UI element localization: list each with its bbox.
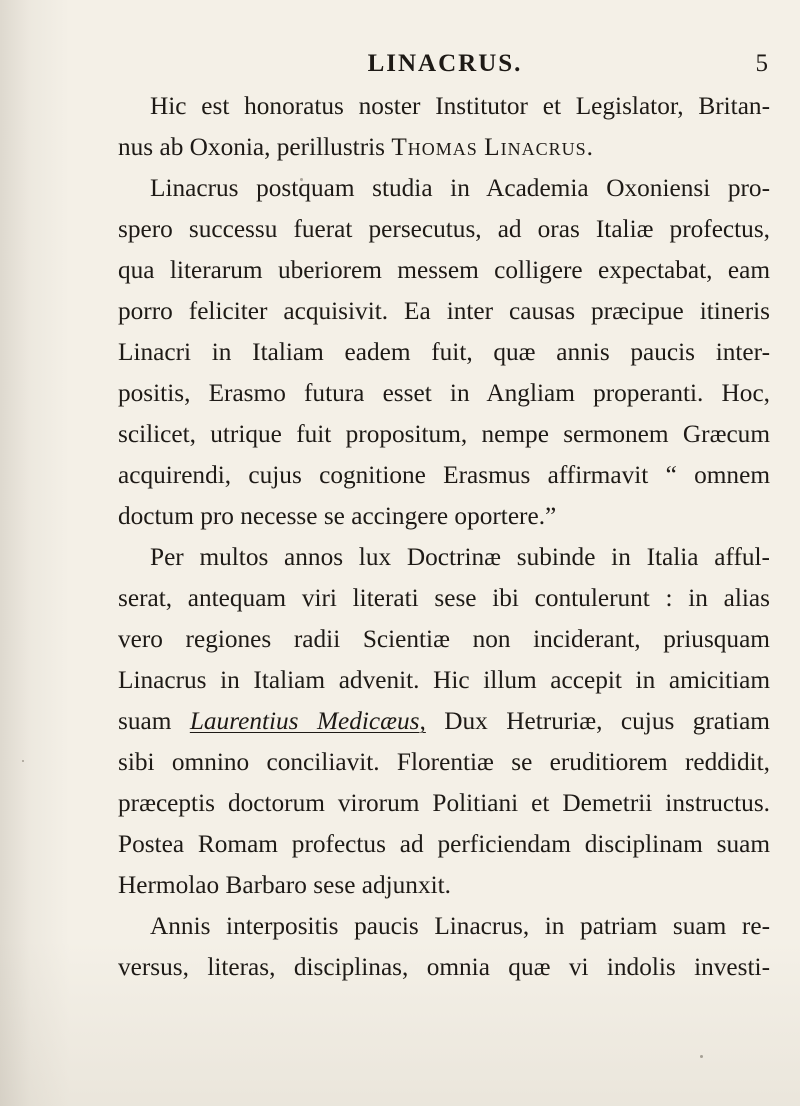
text-line: Hermolao Barbaro sese adjunxit. bbox=[118, 871, 451, 899]
paper-speck bbox=[22, 760, 24, 762]
text-line: Linacri in Italiam eadem fuit, quæ annis paucis inter- bbox=[118, 338, 770, 366]
page-number: 5 bbox=[755, 50, 768, 77]
text-line: Linacrus postquam studia in Academia Oxoniensi pro- bbox=[150, 174, 770, 202]
text-line: doctum pro necesse se accingere oportere.” bbox=[118, 502, 557, 530]
running-head bbox=[120, 50, 770, 84]
author-name-last: Linacrus bbox=[484, 133, 587, 161]
text-line: vero regiones radii Scientiæ non inciderant, priusquam bbox=[118, 625, 770, 653]
text-line: Annis interpositis paucis Linacrus, in patriam suam re- bbox=[150, 912, 770, 940]
text-line: Hic est honoratus noster Institutor et Legislator, Britan- bbox=[150, 92, 770, 120]
running-title: LINACRUS. bbox=[367, 50, 523, 77]
text-line: Per multos annos lux Doctrinæ subinde in Italia afful- bbox=[150, 543, 770, 571]
text-line: nus ab Oxonia, perillustris Thomas Linacrus. bbox=[118, 133, 593, 161]
text-line: acquirendi, cujus cognitione Erasmus affirmavit “ omnem bbox=[118, 461, 770, 489]
text-line: Linacrus in Italiam advenit. Hic illum accepit in amicitiam bbox=[118, 666, 770, 694]
text-line: qua literarum uberiorem messem colligere expectabat, eam bbox=[118, 256, 770, 284]
text-line: præceptis doctorum virorum Politiani et Demetrii instructus. bbox=[118, 789, 770, 817]
body-text bbox=[118, 86, 770, 988]
text-line: Postea Romam profectus ad perficiendam disciplinam suam bbox=[118, 830, 770, 858]
author-name-first: Thomas bbox=[391, 133, 478, 161]
text-line: scilicet, utrique fuit propositum, nempe sermonem Græcum bbox=[118, 420, 770, 448]
italic-name: Laurentius Medicæus, bbox=[189, 707, 426, 735]
text-line: spero successu fuerat persecutus, ad oras Italiæ profectus, bbox=[118, 215, 770, 243]
text-line: positis, Erasmo futura esset in Angliam properanti. Hoc, bbox=[118, 379, 770, 407]
text-line: suam Laurentius Medicæus, Dux Hetruriæ, cujus gratiam bbox=[118, 707, 770, 735]
paper-speck bbox=[700, 1055, 703, 1058]
text-line: sibi omnino conciliavit. Florentiæ se eruditiorem reddidit, bbox=[118, 748, 770, 776]
text-line: porro feliciter acquisivit. Ea inter causas præcipue itineris bbox=[118, 297, 770, 325]
text-line: versus, literas, disciplinas, omnia quæ vi indolis investi- bbox=[118, 953, 770, 981]
text-line: serat, antequam viri literati sese ibi contulerunt : in alias bbox=[118, 584, 770, 612]
paper-speck bbox=[300, 178, 303, 181]
